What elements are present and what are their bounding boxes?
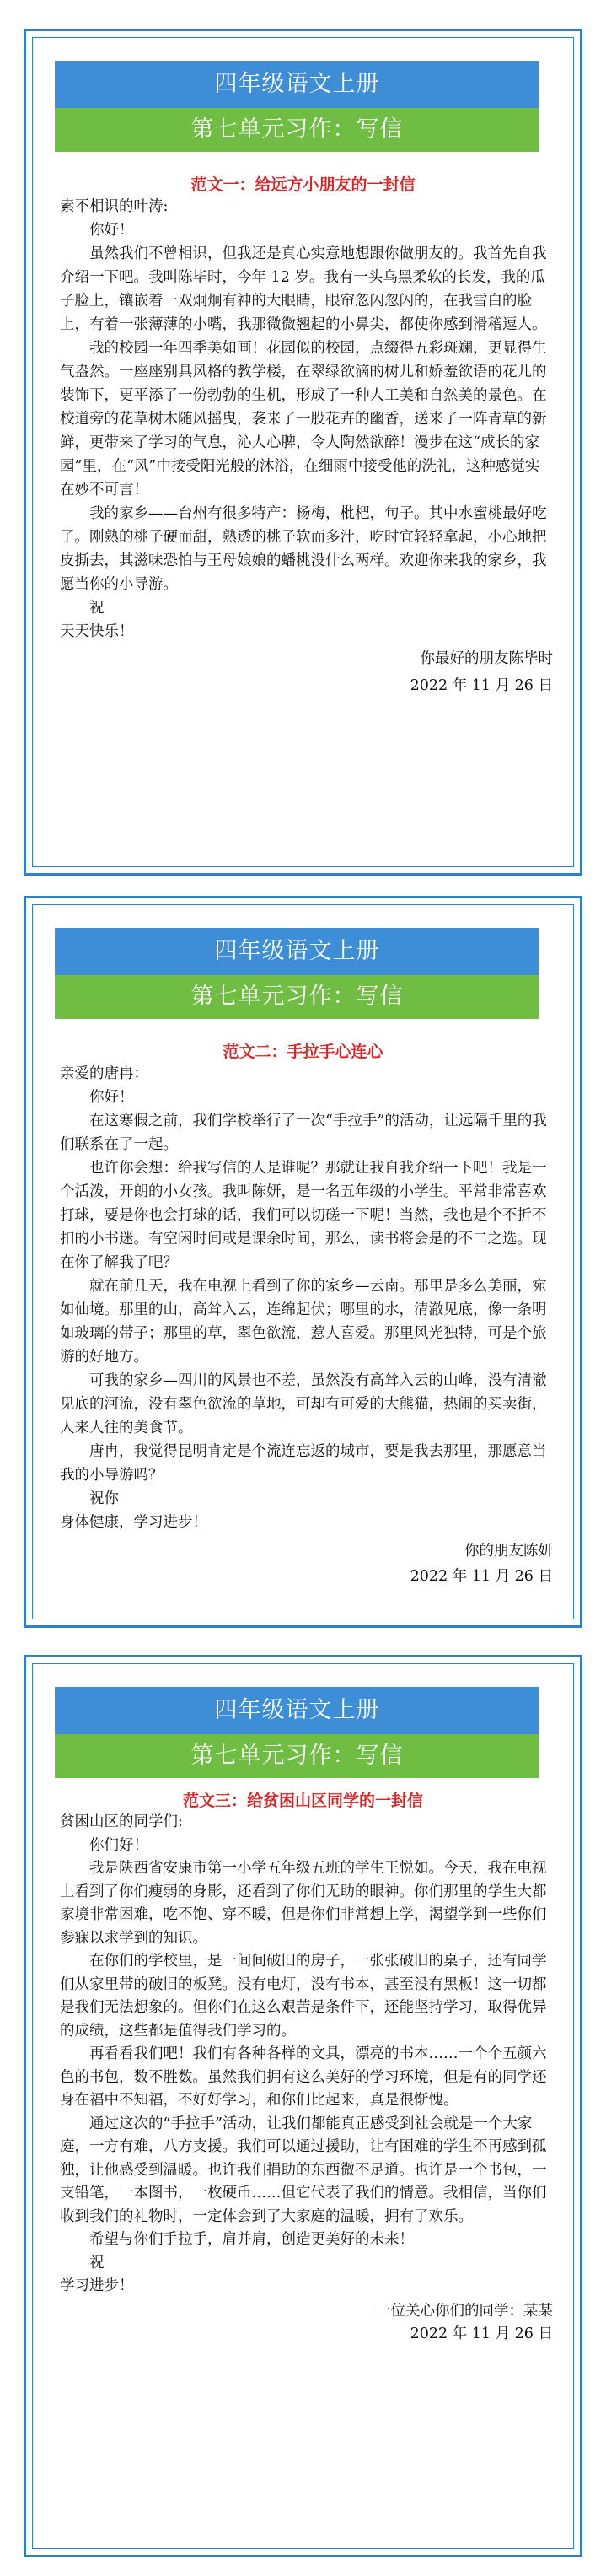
letter-subtitle: 范文二：手拉手心连心: [223, 1043, 383, 1061]
letter-paragraph: 也许你会想：给我写信的人是谁呢？那就让我自我介绍一下吧！我是一个活泼，开朗的小女孩。我叫陈妍，是一名五年级的小学生。平常非常喜欢打球，要是你也会打球的话，我们可以切磋一下呢！当然，我也是个不折不扣的小书迷。有空闲时间或是课余时间，那么，读书将会是的不二之选。现在你了解我了吧？: [60, 1160, 547, 1271]
letter-signature: 一位关心你们的同学：某某: [376, 2302, 553, 2320]
letter-card-2: [24, 896, 582, 1628]
letter-paragraph: 虽然我们不曾相识，但我还是真心实意地想跟你做朋友的。我首先自我介绍一下吧。我叫陈毕时，今年 12 岁。我有一头乌黑柔软的长发，我的瓜子脸上，镶嵌着一双炯炯有神的大眼睛，眼帘忽闪忽闪的，在我雪白的脸上，有着一张薄薄的小嘴，我那微微翘起的小鼻尖，都使你感到滑稽逗人。: [60, 245, 547, 333]
grade-banner: 四年级语文上册: [55, 61, 539, 108]
letter-closing-blessing: 天天快乐！: [60, 623, 134, 640]
letter-body: [60, 1811, 553, 2347]
letter-closing-blessing: 身体健康，学习进步！: [60, 1514, 207, 1531]
letter-card-1: [24, 29, 582, 876]
unit-banner: 第七单元习作：写信: [55, 1734, 539, 1778]
letter-signature: 你的朋友陈妍: [464, 1543, 553, 1560]
letter-closing-wish: 祝: [89, 2254, 105, 2272]
letter-card-3: [24, 1655, 582, 2557]
letter-subtitle: 范文一：给远方小朋友的一封信: [190, 175, 416, 194]
letter-greeting: 你们好！: [89, 1836, 148, 1854]
letter-paragraph: 在这寒假之前，我们学校举行了一次“手拉手”的活动，让远隔千里的我们联系在了一起。: [60, 1113, 547, 1153]
letter-paragraph: 我是陕西省安康市第一小学五年级五班的学生王悦如。今天，我在电视上看到了你们瘦弱的身影，还看到了你们无助的眼神。你们那里的学生大都家境非常困难，吃不饱、穿不暖，但是你们非常想上学，渴望学到一些你们参寐以求学到的知识。: [60, 1860, 547, 1947]
letter-paragraph: 希望与你们手拉手，肩并肩，创造更美好的未来！: [89, 2231, 414, 2248]
letter-closing-wish: 祝你: [89, 1490, 119, 1507]
letter-salutation: 素不相识的叶涛:: [60, 198, 169, 215]
letter-paragraph: 我的家乡——台州有很多特产：杨梅，枇杷，句子。其中水蜜桃最好吃了。刚熟的桃子硬而甜，熟透的桃子软而多汁，吃时宜轻轻拿起，小心地把皮撕去，其滋味恐怕与王母娘娘的蟠桃没什么两样。欢迎你来我的家乡，我愿当你的小导游。: [60, 505, 547, 593]
letter-greeting: 你好！: [89, 1089, 134, 1106]
grade-banner: 四年级语文上册: [55, 1687, 539, 1734]
letter-paragraph: 再看看我们吧！我们有各种各样的文具，漂亮的书本……一个个五颜六色的书包，数不胜数。虽然我们拥有这么美好的学习环境，但是有的同学还身在福中不知福，不好好学习，和你们比起来，真是很惭愧。: [60, 2045, 547, 2109]
unit-banner: 第七单元习作：写信: [55, 975, 539, 1019]
letter-date: 2022 年 11 月 26 日: [410, 1568, 553, 1585]
letter-date: 2022 年 11 月 26 日: [410, 2325, 553, 2342]
letter-date: 2022 年 11 月 26 日: [410, 677, 553, 694]
letter-paragraph: 在你们的学校里，是一间间破旧的房子，一张张破旧的桌子，还有同学们从家里带的破旧的板凳。没有电灯，没有书本，甚至没有黑板！这一切都是我们无法想象的。但你们在这么艰苦是条件下，还能坚持学习，取得优异的成绩，这些都是值得我们学习的。: [60, 1953, 547, 2040]
letter-paragraph: 通过这次的“手拉手”活动，让我们都能真正感受到社会就是一个大家庭，一方有难，八方支援。我们可以通过援助，让有困难的学生不再感到孤独，让他感受到温暖。也许我们捐助的东西微不足道。也许是一个书包，一支铅笔，一本图书，一枚硬币……但它代表了我们的情意。我相信，当你们收到我们的礼物时，一定体会到了大家庭的温暖，拥有了欢乐。: [60, 2115, 547, 2225]
letter-paragraph: 就在前几天，我在电视上看到了你的家乡—云南。那里是多么美丽，宛如仙境。那里的山，高耸入云，连绵起伏；哪里的水，清澈见底，像一条明如玻璃的带子；那里的草，翠色欲流，惹人喜爱。那里风光独特，可是个旅游的好地方。: [60, 1278, 547, 1366]
letter-greeting: 你好！: [89, 222, 134, 239]
letter-subtitle: 范文三：给贫困山区同学的一封信: [182, 1792, 423, 1810]
letter-signature: 你最好的朋友陈毕时: [420, 650, 553, 667]
letter-paragraph: 唐冉，我觉得昆明肯定是个流连忘返的城市，要是我去那里，那愿意当我的小导游吗？: [60, 1443, 547, 1484]
letter-paragraph: 可我的家乡—四川的风景也不差，虽然没有高耸入云的山峰，没有清澈见底的河流，没有翠色欲流的草地，可却有可爱的大熊猫，热闹的买卖街，人来人往的美食节。: [60, 1372, 547, 1436]
letter-closing-blessing: 学习进步！: [60, 2277, 134, 2294]
letter-paragraph: 我的校园一年四季美如画！花园似的校园，点缀得五彩斑斓，更显得生气盎然。一座座别具风格的教学楼，在翠绿欲滴的树儿和娇羞欲语的花儿的装饰下，更平添了一份勃勃的生机，形成了一种人工美和自然美的景色。在校道旁的花草树木随风摇曳，袭来了一股花卉的幽香，送来了一阵青草的新鲜，更带来了学习的气息，沁人心脾，令人陶然欲醉！漫步在这“成长的家园”里，在“风”中接受阳光般的沐浴，在细雨中接受他的洗礼，这种感觉实在妙不可言！: [60, 340, 547, 498]
letter-closing-wish: 祝: [89, 600, 105, 617]
unit-banner: 第七单元习作：写信: [55, 108, 539, 152]
grade-banner: 四年级语文上册: [55, 928, 539, 975]
letter-body: [60, 195, 553, 698]
letter-body: [60, 1062, 553, 1588]
letter-salutation: 亲爱的唐冉：: [60, 1065, 148, 1082]
letter-salutation: 贫困山区的同学们:: [60, 1813, 183, 1830]
